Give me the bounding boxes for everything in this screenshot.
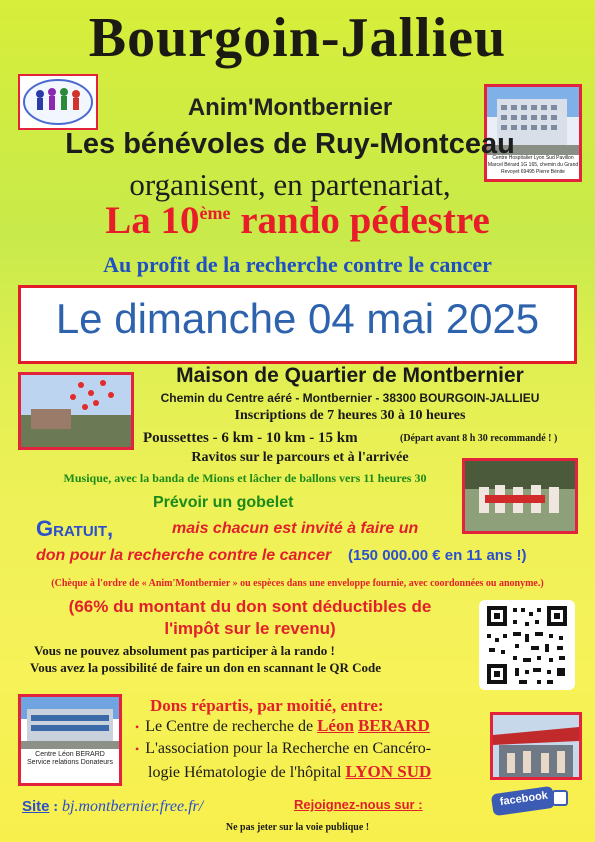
- qr-code[interactable]: [479, 600, 575, 690]
- rando-suffix: rando pédestre: [240, 199, 490, 242]
- donation-total: (150 000.00 € en 11 ans !): [348, 547, 527, 564]
- split-item-lyon-sud: [135, 740, 431, 758]
- rando-prefix: La 10: [105, 199, 200, 242]
- gratuit-label: Gratuit,: [36, 516, 114, 541]
- site-link[interactable]: bj.montbernier.free.fr/: [62, 798, 204, 815]
- donation-invite-1: mais chacun est invité à faire un: [172, 520, 419, 537]
- rando-title: [0, 198, 595, 243]
- lyon-sud-name: LYON SUD: [345, 762, 432, 781]
- distances: Poussettes - 6 km - 10 km - 15 km: [143, 430, 358, 446]
- location-name: Maison de Quartier de Montbernier: [176, 364, 524, 387]
- event-date: Le dimanche 04 mai 2025: [55, 295, 540, 342]
- organizer-1: Anim'Montbernier: [187, 94, 393, 121]
- join-us-label: Rejoignez-nous sur :: [294, 797, 423, 812]
- centre-leon-berard-photo: [18, 694, 122, 786]
- do-not-litter-note: Ne pas jeter sur la voie publique !: [225, 822, 370, 833]
- ravitos-line: Ravitos sur le parcours et à l'arrivée: [191, 450, 409, 465]
- gobelet-line: Prévoir un gobelet: [153, 494, 294, 511]
- facebook-label: facebook: [499, 789, 549, 809]
- split-item-2-text: L'association pour la Recherche en Cancéro-: [145, 740, 432, 757]
- inscriptions-hours: Inscriptions de 7 heures 30 à 10 heures: [234, 408, 466, 423]
- site-separator: :: [49, 799, 63, 815]
- tax-deduction-1: (66% du montant du don sont déductibles de: [68, 597, 432, 616]
- bullet-icon: •: [135, 742, 140, 756]
- split-item-3-text: logie Hématologie de l'hôpital: [148, 764, 342, 781]
- departure-note: (Départ avant 8 h 30 recommandé ! ): [400, 433, 558, 444]
- thumbs-up-icon: [552, 790, 568, 806]
- hospital-tent-photo: [490, 712, 582, 780]
- anim-montbernier-logo: [18, 74, 98, 130]
- rando-superscript: ème: [199, 203, 231, 223]
- donation-invite-2: don pour la recherche contre le cancer: [36, 547, 332, 564]
- berard-caption: Centre Léon BERARD Service relations Donateurs: [27, 751, 113, 766]
- split-heading: Dons répartis, par moitié, entre:: [150, 696, 384, 715]
- berard-name: BERARD: [357, 716, 430, 735]
- split-item-lyon-sud-cont: [148, 762, 431, 782]
- page-title: Bourgoin-Jallieu: [88, 7, 507, 69]
- cannot-participate-line: Vous ne pouvez absolument pas participer à la rando !: [34, 643, 335, 658]
- hospital-caption: Centre Hospitalier Lyon Sud Pavillon Marcel Bérard 1G 165, chemin du Grand Revoyet 69495 Pierre Bénite: [487, 155, 579, 179]
- organizer-2: Les bénévoles de Ruy-Montceau: [65, 128, 515, 160]
- tax-deduction-2: l'impôt sur le revenu): [164, 619, 336, 638]
- profit-line: Au profit de la recherche contre le cancer: [103, 252, 492, 277]
- organisent-line: organisent, en partenariat,: [129, 167, 451, 202]
- leon-name: Léon: [317, 716, 354, 735]
- balloons-photo: [18, 372, 134, 450]
- cheque-note: (Chèque à l'ordre de « Anim'Montbernier » ou espèces dans une enveloppe fournie, avec coordonnées ou anonyme.): [51, 578, 544, 589]
- bullet-icon: •: [135, 720, 140, 734]
- group-photo: [462, 458, 578, 534]
- split-item-leon-berard: [135, 716, 430, 736]
- site-label: Site: [22, 798, 50, 815]
- location-address: Chemin du Centre aéré - Montbernier - 38300 BOURGOIN-JALLIEU: [160, 391, 540, 405]
- site-line: [22, 798, 203, 816]
- qr-donation-line: Vous avez la possibilité de faire un don en scannant le QR Code: [30, 660, 382, 675]
- music-line: Musique, avec la banda de Mions et lâcher de ballons vers 11 heures 30: [63, 471, 427, 485]
- split-item-1-text: Le Centre de recherche de: [145, 718, 314, 735]
